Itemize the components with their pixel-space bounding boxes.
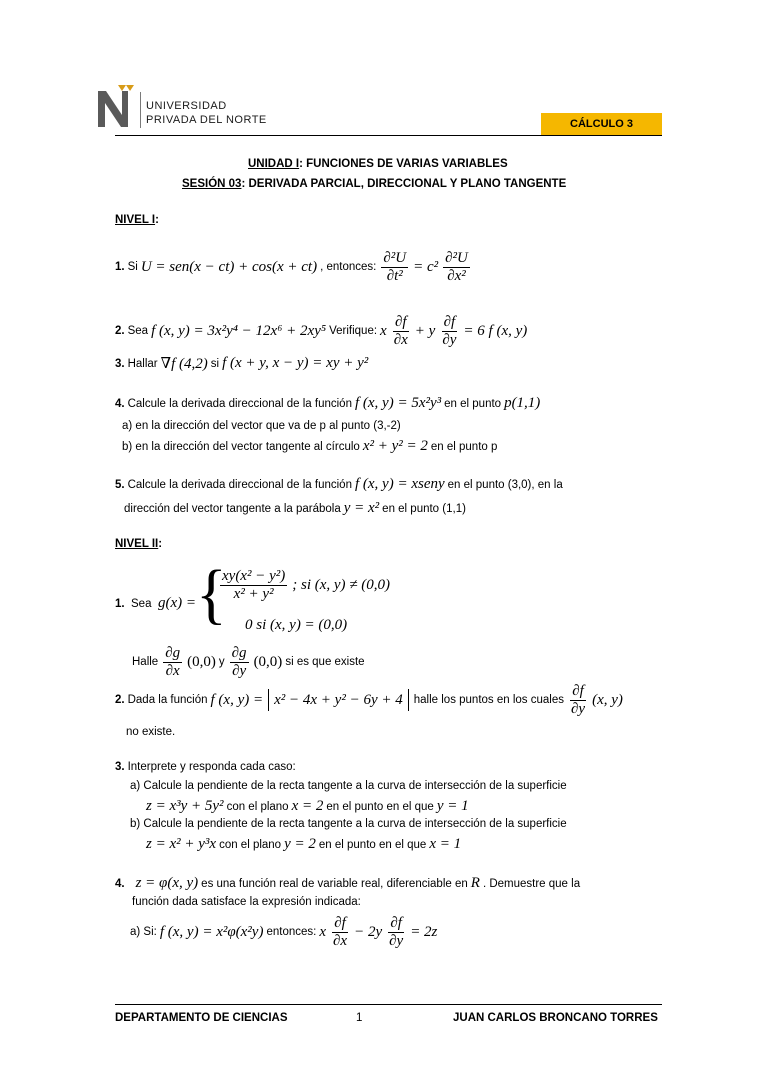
problem-1-1 [115,250,472,284]
problem-text: en el punto en el que [326,800,434,813]
fraction: $\frac{\partial f}{\partial x}$ [333,915,348,949]
problem-number: 2. [115,694,125,706]
equation: ; si (x, y) ≠ (0,0) [292,576,391,593]
footer-author: JUAN CARLOS BRONCANO TORRES [453,1012,658,1024]
equation: x² + y² = 2 [362,438,428,454]
equation: f (x, y) = 5x²y³ [354,395,442,411]
nivel1-heading-colon: : [155,214,159,226]
unit-label: UNIDAD I [248,158,300,170]
problem-2-2-line2: no existe. [126,726,176,738]
equation: x² − 4x + y² − 6y + 4 [274,691,403,708]
nivel2-heading-label: NIVEL II [115,538,159,550]
problem-2-3-a: a) Calcule la pendiente de la recta tangente a la curva de intersección de la superficie [130,780,567,792]
problem-1-4-b [122,438,497,455]
problem-2-3-b: b) Calcule la pendiente de la recta tangente a la curva de intersección de la superficie [130,818,567,830]
equation: + y [414,322,436,339]
problem-text: Interprete y responda cada caso: [127,761,296,773]
problem-number: 5. [115,478,125,491]
equation: z = φ(x, y) [135,875,199,891]
problem-2-4-line2: función dada satisface la expresión indicada: [132,896,361,908]
problem-text: . Demuestre que la [482,877,581,890]
problem-text: en el punto (1,1) [382,502,466,515]
problem-text: Calcule la derivada direccional de la función [127,478,352,491]
fraction: $\frac{\partial f}{\partial y}$ [571,683,586,717]
equation: = 6 f (x, y) [463,322,528,339]
problem-text: Sea [131,598,152,610]
equation: (x, y) [592,691,623,708]
fraction: $\frac{\text{∂²U}}{\text{∂x²}}$ [445,250,468,284]
nivel1-heading-label: NIVEL I [115,214,156,226]
problem-text: y [218,656,225,668]
problem-1-4-a: a) en la dirección del vector que va de p al punto (3,-2) [122,420,401,432]
equation: U = sen(x − ct) + cos(x + ct) [140,258,318,275]
equation: − 2y [354,923,383,940]
equation: f (x, y) = 3x²y⁴ − 12x⁶ + 2xy⁵ [151,322,327,339]
equation: p(1,1) [504,395,541,411]
problem-number: 1. [115,598,125,610]
problem-number: 2. [115,325,125,337]
fraction: $\frac{\partial f}{\partial y}$ [389,915,404,949]
problem-text: en el punto p [430,440,498,453]
problem-number: 3. [115,357,125,370]
problem-text: Dada la función [127,694,208,706]
problem-1-3 [115,354,368,373]
logo-text-line1: UNIVERSIDAD [146,100,227,112]
problem-text: Halle [132,656,159,668]
equation: y = x² [343,500,380,516]
session-title [182,178,566,190]
problem-1-2 [115,314,527,348]
equation: x = 2 [291,798,324,814]
logo-text-line2: PRIVADA DEL NORTE [146,114,267,126]
equation: (0,0) [253,653,283,670]
fraction: $\frac{\partial f}{\partial x}$ [393,314,408,348]
problem-2-3 [115,761,296,773]
problem-number: 3. [115,761,125,773]
fraction: $\frac{\text{xy(x² − y²)}}{\text{x² + y²}}$ [222,568,286,602]
nivel2-heading-colon: : [158,538,163,550]
problem-1-5 [115,476,563,493]
problem-text: entonces: [266,926,317,938]
problem-text: Sea [127,325,149,337]
problem-text: en el punto [444,397,502,410]
equation: = 2z [410,923,438,940]
logo-divider [140,92,141,128]
problem-text: , entonces: [320,261,377,273]
fraction: $\frac{\partial f}{\partial y}$ [442,314,457,348]
problem-text: halle los puntos en los cuales [413,694,564,706]
problem-2-1-halle [132,645,365,679]
problem-text: con el plano [226,800,289,813]
problem-number: 1. [115,261,125,273]
equation: z = x³y + 5y² [146,798,224,814]
problem-text: a) Si: [130,926,157,938]
equation: x = 1 [429,836,462,852]
equation: y = 1 [436,798,469,814]
fraction: $\frac{\partial g}{\partial x}$ [165,645,181,679]
problem-number: 4. [115,877,125,890]
piecewise-case-1 [218,568,390,602]
equation: = c² [413,258,439,275]
university-logo-icon [96,85,136,129]
footer-page-number: 1 [356,1012,363,1024]
problem-number: 4. [115,397,125,410]
equation: y = 2 [284,836,316,852]
header-rule [115,135,662,136]
footer-rule [115,1004,662,1005]
equation: R [470,875,480,891]
equation: f (x, y) = [210,691,264,708]
problem-text: Hallar [127,357,158,370]
abs-bar [408,689,409,711]
problem-text: Verifique: [329,325,378,337]
equation: f (x + y, x − y) = xy + y² [222,355,369,371]
equation: (0,0) [187,653,216,670]
problem-2-4-a [130,915,437,949]
problem-2-4 [115,875,580,892]
problem-text: si es que existe [285,656,365,668]
session-text: : DERIVADA PARCIAL, DIRECCIONAL Y PLANO TANGENTE [241,178,567,190]
problem-text: Calcule la derivada direccional de la función [127,397,352,410]
problem-2-3-b-eq [146,836,461,853]
fraction: $\frac{\partial g}{\partial y}$ [231,645,247,679]
problem-text: si [210,357,220,370]
nivel1-heading [115,214,159,226]
unit-text: : FUNCIONES DE VARIAS VARIABLES [299,158,508,170]
problem-2-3-a-eq [146,798,469,815]
problem-text: dirección del vector tangente a la parábola [124,502,341,515]
problem-text: es una función real de variable real, diferenciable en [201,877,468,890]
problem-text: en el punto en el que [318,838,427,851]
equation: f (x, y) = xseny [354,476,445,492]
problem-1-4 [115,395,540,412]
equation: ∇f (4,2) [160,356,208,372]
equation: x [380,322,387,339]
unit-title [248,158,508,170]
brace-symbol: { [196,556,227,631]
problem-text: en el punto (3,0), en la [447,478,563,491]
equation: f (x, y) = x²φ(x²y) [159,923,264,940]
problem-text: con el plano [219,838,282,851]
course-badge: CÁLCULO 3 [541,113,662,135]
problem-2-2 [115,683,623,717]
problem-text: b) en la dirección del vector tangente al círculo [122,440,360,453]
fraction: $\frac{\text{∂²U}}{\text{∂t²}}$ [383,250,407,284]
problem-text: Si [127,261,138,273]
nivel2-heading [115,538,162,550]
equation: g(x) = [158,595,197,611]
problem-1-5-line2 [124,500,466,517]
footer-department: DEPARTAMENTO DE CIENCIAS [115,1012,288,1024]
equation: x [319,923,326,940]
equation: z = x² + y³x [146,836,217,852]
session-label: SESIÓN 03 [182,178,242,190]
piecewise-case-2: 0 si (x, y) = (0,0) [245,617,348,633]
abs-bar [268,689,269,711]
